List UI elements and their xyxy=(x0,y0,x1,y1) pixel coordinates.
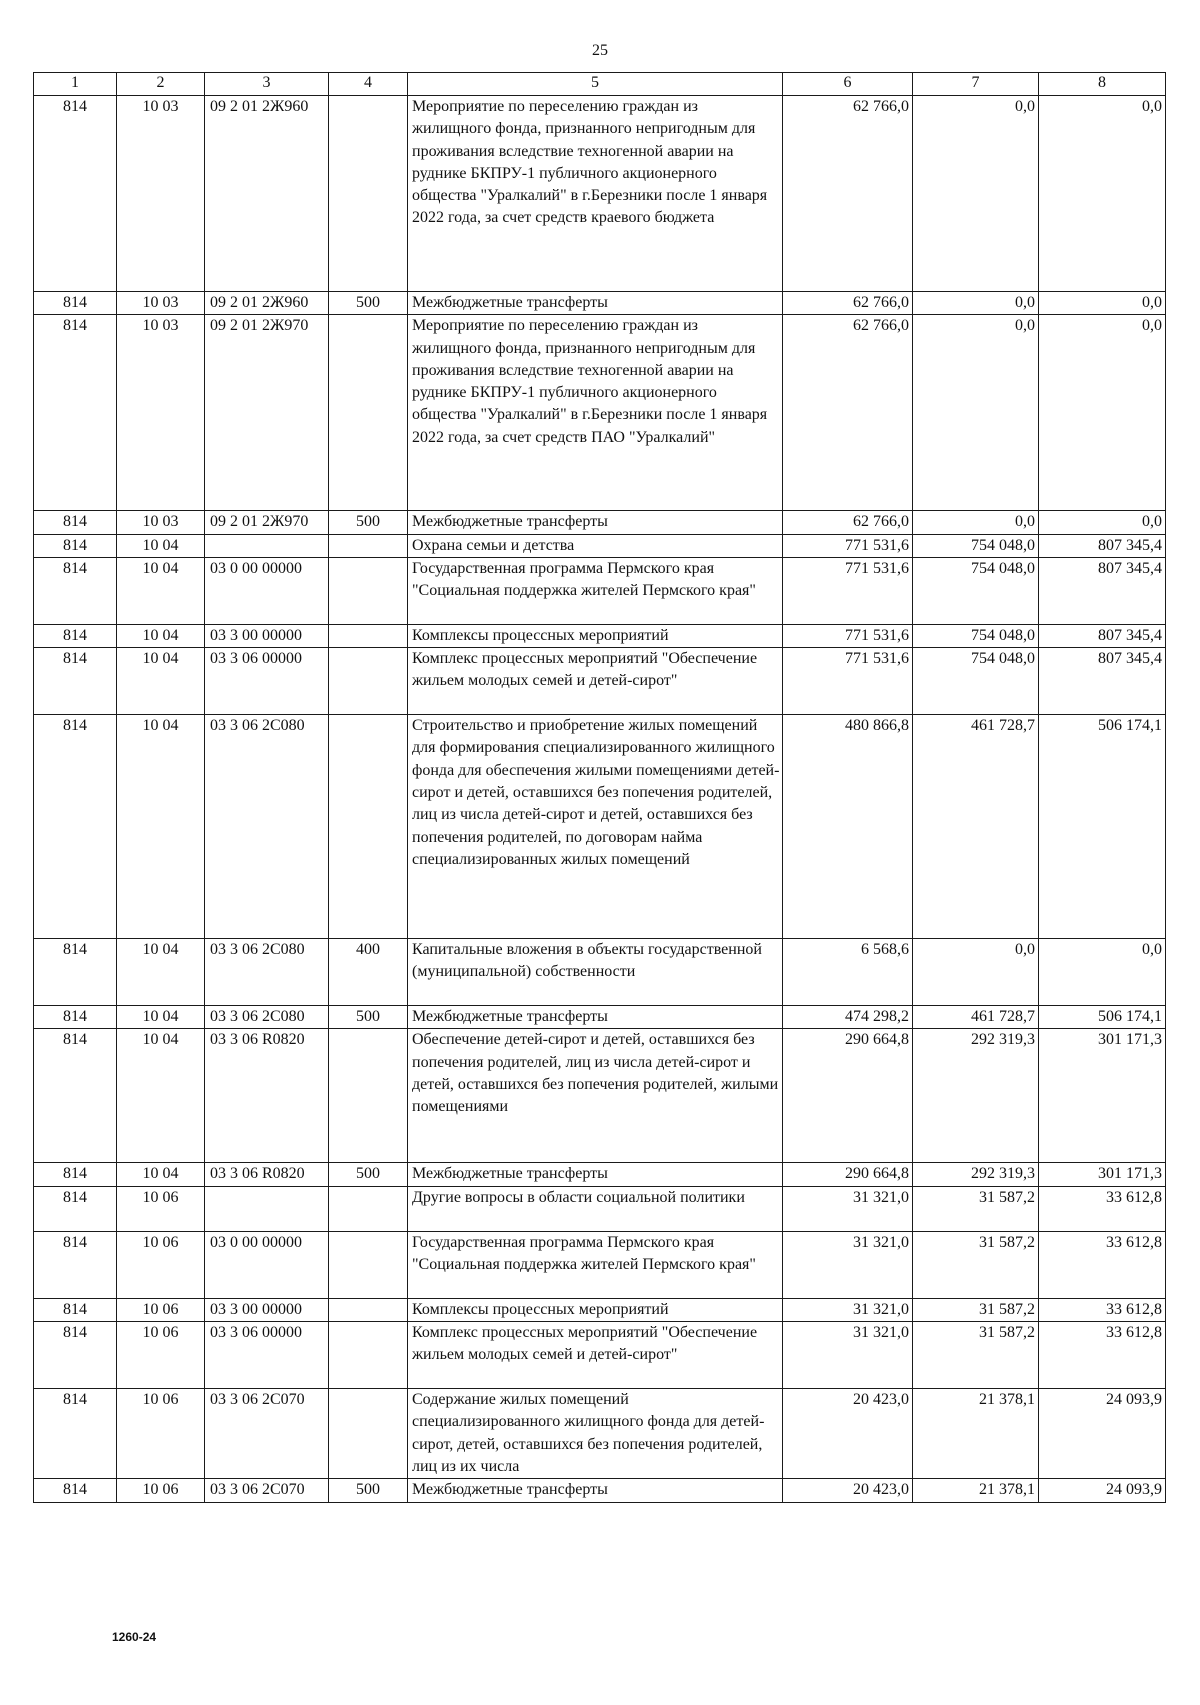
cell-col-6: 20 423,0 xyxy=(783,1389,913,1479)
table-body xyxy=(34,96,1166,1503)
cell-col-3: 09 2 01 2Ж960 xyxy=(205,292,329,315)
cell-col-3: 03 3 06 2С070 xyxy=(205,1389,329,1479)
cell-col-7: 461 728,7 xyxy=(913,715,1039,939)
cell-col-5: Обеспечение детей-сирот и детей, оставшихся без попечения родителей, лиц из числа детей-сирот и детей, оставшихся без попечения родителей, жилыми помещениями xyxy=(408,1029,783,1163)
cell-col-6: 31 321,0 xyxy=(783,1298,913,1321)
cell-col-1: 814 xyxy=(34,1186,117,1231)
table-row xyxy=(34,1389,1166,1479)
cell-col-6: 474 298,2 xyxy=(783,1006,913,1029)
cell-col-2: 10 04 xyxy=(117,939,205,1006)
cell-col-1: 814 xyxy=(34,292,117,315)
cell-col-3: 03 3 06 R0820 xyxy=(205,1029,329,1163)
cell-col-4 xyxy=(329,557,408,624)
cell-col-5: Комплекс процессных мероприятий "Обеспечение жильем молодых семей и детей-сирот" xyxy=(408,648,783,715)
table-row xyxy=(34,1006,1166,1029)
cell-col-8: 0,0 xyxy=(1039,315,1166,511)
cell-col-4 xyxy=(329,1186,408,1231)
table-row xyxy=(34,1186,1166,1231)
cell-col-6: 31 321,0 xyxy=(783,1231,913,1298)
cell-col-5: Межбюджетные трансферты xyxy=(408,1163,783,1186)
cell-col-5: Охрана семьи и детства xyxy=(408,534,783,557)
cell-col-4: 400 xyxy=(329,939,408,1006)
cell-col-5: Мероприятие по переселению граждан из жилищного фонда, признанного непригодным для проживания вследствие техногенной аварии на руднике БКПРУ-1 публичного акционерного общества "Уралкалий" в г.Березники после 1 января 2022 года, за счет средств краевого бюджета xyxy=(408,96,783,292)
cell-col-8: 301 171,3 xyxy=(1039,1163,1166,1186)
cell-col-2: 10 04 xyxy=(117,648,205,715)
cell-col-4 xyxy=(329,315,408,511)
cell-col-5: Содержание жилых помещений специализированного жилищного фонда для детей-сирот, детей, оставшихся без попечения родителей, лиц из их числа xyxy=(408,1389,783,1479)
cell-col-1: 814 xyxy=(34,1479,117,1502)
column-header: 5 xyxy=(408,73,783,96)
cell-col-3: 03 3 06 00000 xyxy=(205,648,329,715)
cell-col-1: 814 xyxy=(34,1389,117,1479)
cell-col-5: Межбюджетные трансферты xyxy=(408,1006,783,1029)
cell-col-2: 10 04 xyxy=(117,1029,205,1163)
column-header: 4 xyxy=(329,73,408,96)
cell-col-2: 10 04 xyxy=(117,1163,205,1186)
cell-col-7: 754 048,0 xyxy=(913,624,1039,647)
cell-col-6: 62 766,0 xyxy=(783,315,913,511)
cell-col-5: Строительство и приобретение жилых помещений для формирования специализированного жилищного фонда для обеспечения жилыми помещениями детей-сирот и детей, оставшихся без попечения родителей, лиц из числа детей-сирот и детей, оставшихся без попечения родителей, по договорам найма специализированных жилых помещений xyxy=(408,715,783,939)
cell-col-5: Межбюджетные трансферты xyxy=(408,292,783,315)
cell-col-8: 33 612,8 xyxy=(1039,1186,1166,1231)
cell-col-6: 290 664,8 xyxy=(783,1029,913,1163)
cell-col-1: 814 xyxy=(34,534,117,557)
cell-col-3 xyxy=(205,534,329,557)
cell-col-1: 814 xyxy=(34,624,117,647)
cell-col-1: 814 xyxy=(34,1029,117,1163)
cell-col-7: 0,0 xyxy=(913,315,1039,511)
column-header: 3 xyxy=(205,73,329,96)
cell-col-2: 10 03 xyxy=(117,292,205,315)
cell-col-8: 807 345,4 xyxy=(1039,557,1166,624)
table-row xyxy=(34,1298,1166,1321)
cell-col-3: 03 3 06 2С080 xyxy=(205,939,329,1006)
table-row xyxy=(34,534,1166,557)
cell-col-6: 771 531,6 xyxy=(783,648,913,715)
cell-col-2: 10 06 xyxy=(117,1298,205,1321)
cell-col-1: 814 xyxy=(34,648,117,715)
cell-col-2: 10 03 xyxy=(117,96,205,292)
cell-col-5: Комплексы процессных мероприятий xyxy=(408,624,783,647)
cell-col-1: 814 xyxy=(34,315,117,511)
cell-col-4: 500 xyxy=(329,1006,408,1029)
cell-col-2: 10 04 xyxy=(117,1006,205,1029)
cell-col-2: 10 04 xyxy=(117,557,205,624)
cell-col-8: 24 093,9 xyxy=(1039,1389,1166,1479)
header-row xyxy=(34,73,1166,96)
column-header: 1 xyxy=(34,73,117,96)
cell-col-1: 814 xyxy=(34,1298,117,1321)
cell-col-3: 03 0 00 00000 xyxy=(205,1231,329,1298)
cell-col-2: 10 06 xyxy=(117,1479,205,1502)
table-row xyxy=(34,1029,1166,1163)
cell-col-3 xyxy=(205,1186,329,1231)
table-row xyxy=(34,648,1166,715)
cell-col-4 xyxy=(329,715,408,939)
cell-col-7: 292 319,3 xyxy=(913,1163,1039,1186)
table-row xyxy=(34,1163,1166,1186)
cell-col-7: 31 587,2 xyxy=(913,1186,1039,1231)
cell-col-4 xyxy=(329,1029,408,1163)
cell-col-2: 10 06 xyxy=(117,1186,205,1231)
cell-col-4 xyxy=(329,1298,408,1321)
cell-col-5: Государственная программа Пермского края "Социальная поддержка жителей Пермского края" xyxy=(408,1231,783,1298)
cell-col-8: 0,0 xyxy=(1039,511,1166,534)
cell-col-3: 09 2 01 2Ж970 xyxy=(205,511,329,534)
column-header: 2 xyxy=(117,73,205,96)
cell-col-4: 500 xyxy=(329,511,408,534)
cell-col-7: 21 378,1 xyxy=(913,1389,1039,1479)
cell-col-1: 814 xyxy=(34,96,117,292)
cell-col-5: Межбюджетные трансферты xyxy=(408,1479,783,1502)
cell-col-4 xyxy=(329,648,408,715)
cell-col-4 xyxy=(329,1231,408,1298)
cell-col-2: 10 04 xyxy=(117,624,205,647)
cell-col-3: 03 3 06 00000 xyxy=(205,1322,329,1389)
cell-col-3: 03 3 06 R0820 xyxy=(205,1163,329,1186)
cell-col-8: 506 174,1 xyxy=(1039,1006,1166,1029)
cell-col-6: 20 423,0 xyxy=(783,1479,913,1502)
cell-col-7: 461 728,7 xyxy=(913,1006,1039,1029)
cell-col-3: 03 3 06 2С080 xyxy=(205,1006,329,1029)
cell-col-8: 807 345,4 xyxy=(1039,534,1166,557)
cell-col-1: 814 xyxy=(34,939,117,1006)
cell-col-1: 814 xyxy=(34,1322,117,1389)
table-row xyxy=(34,315,1166,511)
table-row xyxy=(34,939,1166,1006)
cell-col-6: 31 321,0 xyxy=(783,1186,913,1231)
cell-col-5: Другие вопросы в области социальной политики xyxy=(408,1186,783,1231)
cell-col-1: 814 xyxy=(34,1006,117,1029)
cell-col-8: 24 093,9 xyxy=(1039,1479,1166,1502)
cell-col-7: 754 048,0 xyxy=(913,648,1039,715)
table-row xyxy=(34,557,1166,624)
cell-col-5: Государственная программа Пермского края "Социальная поддержка жителей Пермского края" xyxy=(408,557,783,624)
cell-col-3: 03 3 00 00000 xyxy=(205,1298,329,1321)
cell-col-3: 03 3 00 00000 xyxy=(205,624,329,647)
cell-col-7: 0,0 xyxy=(913,511,1039,534)
table-row xyxy=(34,292,1166,315)
cell-col-4 xyxy=(329,1389,408,1479)
table-row xyxy=(34,96,1166,292)
table-row xyxy=(34,624,1166,647)
cell-col-7: 31 587,2 xyxy=(913,1231,1039,1298)
cell-col-4: 500 xyxy=(329,1479,408,1502)
cell-col-6: 62 766,0 xyxy=(783,96,913,292)
column-header: 8 xyxy=(1039,73,1166,96)
cell-col-3: 09 2 01 2Ж970 xyxy=(205,315,329,511)
cell-col-6: 771 531,6 xyxy=(783,534,913,557)
cell-col-4 xyxy=(329,96,408,292)
cell-col-2: 10 04 xyxy=(117,534,205,557)
cell-col-3: 03 0 00 00000 xyxy=(205,557,329,624)
cell-col-8: 0,0 xyxy=(1039,939,1166,1006)
cell-col-3: 03 3 06 2С080 xyxy=(205,715,329,939)
cell-col-7: 754 048,0 xyxy=(913,534,1039,557)
table-row xyxy=(34,1231,1166,1298)
cell-col-1: 814 xyxy=(34,1231,117,1298)
cell-col-2: 10 06 xyxy=(117,1322,205,1389)
cell-col-2: 10 04 xyxy=(117,715,205,939)
budget-table xyxy=(33,72,1166,1503)
cell-col-7: 0,0 xyxy=(913,292,1039,315)
cell-col-2: 10 06 xyxy=(117,1231,205,1298)
cell-col-5: Мероприятие по переселению граждан из жилищного фонда, признанного непригодным для проживания вследствие техногенной аварии на руднике БКПРУ-1 публичного акционерного общества "Уралкалий" в г.Березники после 1 января 2022 года, за счет средств ПАО "Уралкалий" xyxy=(408,315,783,511)
cell-col-1: 814 xyxy=(34,1163,117,1186)
cell-col-3: 09 2 01 2Ж960 xyxy=(205,96,329,292)
cell-col-2: 10 03 xyxy=(117,315,205,511)
cell-col-7: 754 048,0 xyxy=(913,557,1039,624)
table-header xyxy=(34,73,1166,96)
cell-col-4 xyxy=(329,1322,408,1389)
cell-col-6: 290 664,8 xyxy=(783,1163,913,1186)
cell-col-1: 814 xyxy=(34,715,117,939)
cell-col-6: 771 531,6 xyxy=(783,557,913,624)
cell-col-6: 62 766,0 xyxy=(783,511,913,534)
cell-col-1: 814 xyxy=(34,557,117,624)
table-row xyxy=(34,511,1166,534)
cell-col-7: 0,0 xyxy=(913,96,1039,292)
cell-col-8: 807 345,4 xyxy=(1039,624,1166,647)
cell-col-7: 31 587,2 xyxy=(913,1322,1039,1389)
cell-col-6: 31 321,0 xyxy=(783,1322,913,1389)
cell-col-5: Комплексы процессных мероприятий xyxy=(408,1298,783,1321)
cell-col-2: 10 06 xyxy=(117,1389,205,1479)
cell-col-8: 0,0 xyxy=(1039,96,1166,292)
cell-col-7: 21 378,1 xyxy=(913,1479,1039,1502)
cell-col-7: 0,0 xyxy=(913,939,1039,1006)
cell-col-7: 292 319,3 xyxy=(913,1029,1039,1163)
page-number: 25 xyxy=(592,42,608,59)
table-row xyxy=(34,1322,1166,1389)
cell-col-4: 500 xyxy=(329,292,408,315)
cell-col-7: 31 587,2 xyxy=(913,1298,1039,1321)
cell-col-8: 807 345,4 xyxy=(1039,648,1166,715)
cell-col-5: Капитальные вложения в объекты государственной (муниципальной) собственности xyxy=(408,939,783,1006)
cell-col-6: 62 766,0 xyxy=(783,292,913,315)
column-header: 6 xyxy=(783,73,913,96)
cell-col-1: 814 xyxy=(34,511,117,534)
cell-col-4 xyxy=(329,534,408,557)
cell-col-4 xyxy=(329,624,408,647)
cell-col-5: Комплекс процессных мероприятий "Обеспечение жильем молодых семей и детей-сирот" xyxy=(408,1322,783,1389)
cell-col-4: 500 xyxy=(329,1163,408,1186)
document-stamp: 1260-24 xyxy=(112,1630,157,1644)
column-header: 7 xyxy=(913,73,1039,96)
table-row xyxy=(34,715,1166,939)
cell-col-6: 480 866,8 xyxy=(783,715,913,939)
cell-col-6: 771 531,6 xyxy=(783,624,913,647)
cell-col-5: Межбюджетные трансферты xyxy=(408,511,783,534)
cell-col-2: 10 03 xyxy=(117,511,205,534)
cell-col-8: 33 612,8 xyxy=(1039,1322,1166,1389)
cell-col-8: 0,0 xyxy=(1039,292,1166,315)
cell-col-8: 33 612,8 xyxy=(1039,1298,1166,1321)
cell-col-3: 03 3 06 2С070 xyxy=(205,1479,329,1502)
cell-col-8: 33 612,8 xyxy=(1039,1231,1166,1298)
cell-col-6: 6 568,6 xyxy=(783,939,913,1006)
cell-col-8: 506 174,1 xyxy=(1039,715,1166,939)
cell-col-8: 301 171,3 xyxy=(1039,1029,1166,1163)
table-row xyxy=(34,1479,1166,1502)
